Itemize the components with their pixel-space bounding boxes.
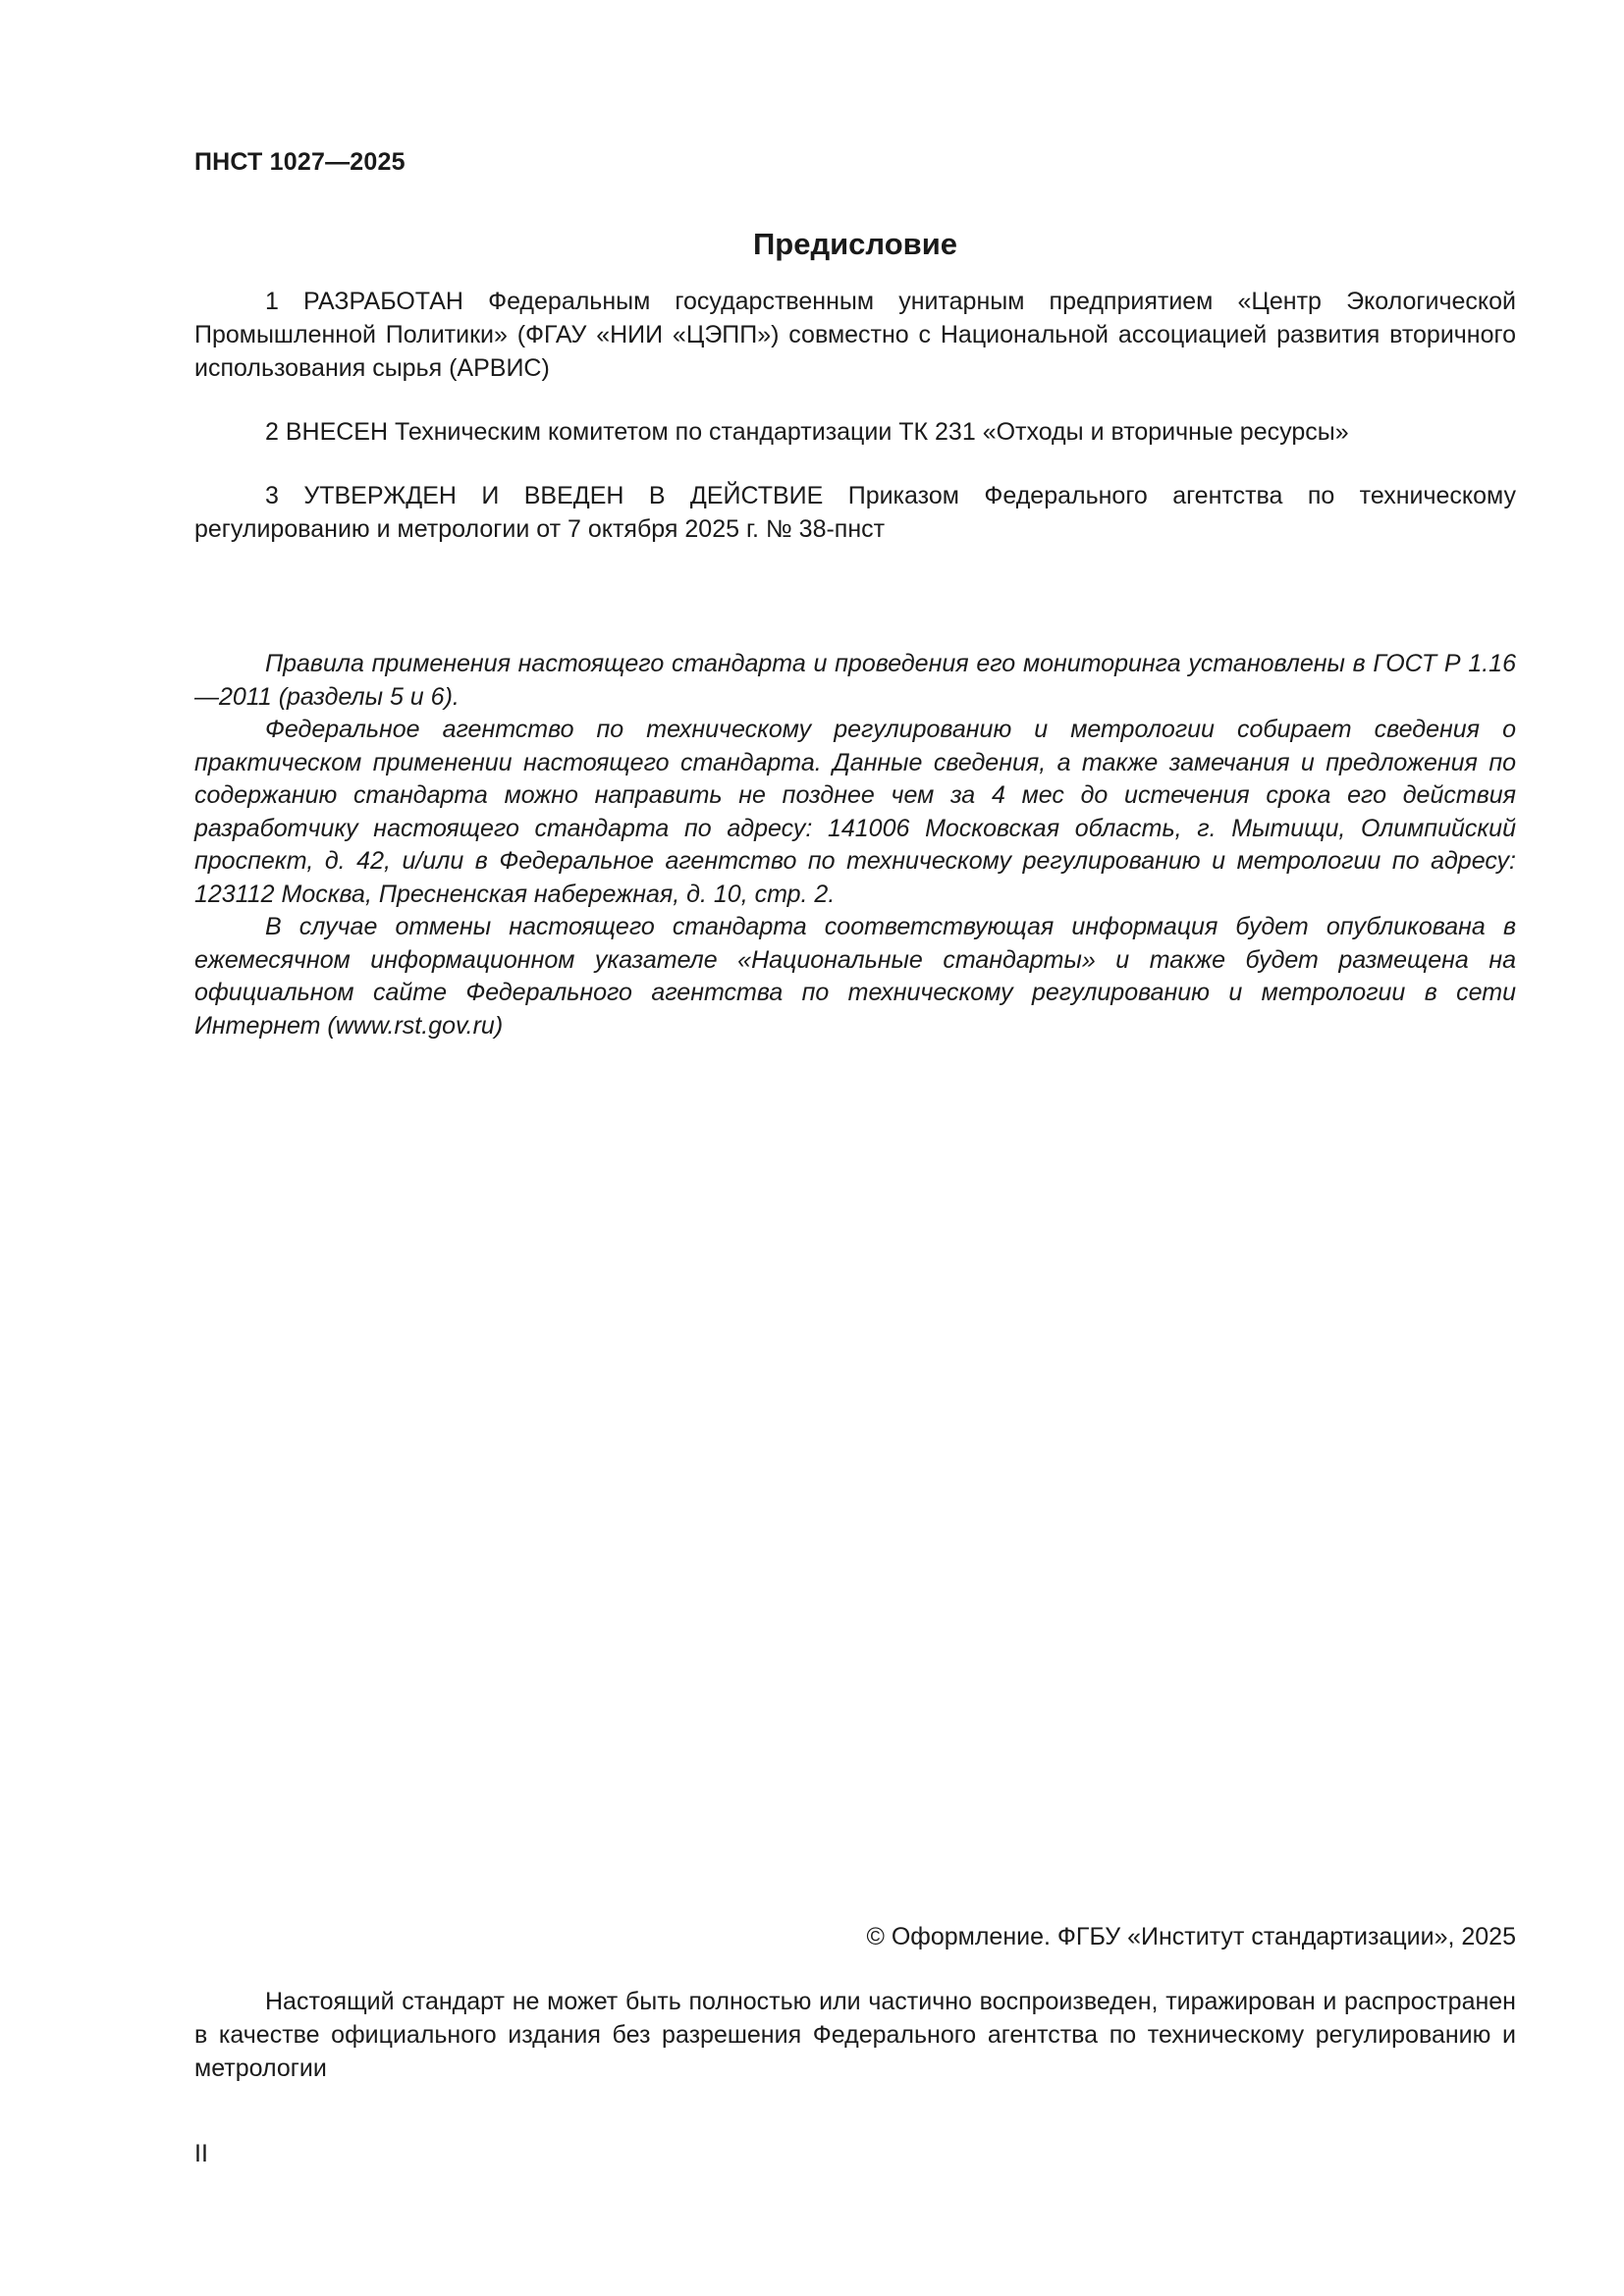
note-application-rules: Правила применения настоящего стандарта и проведения его мониторинга установлены в ГОСТ Р 1.16—2011 (разделы 5 и 6). (194, 650, 1516, 711)
standard-number: ПНСТ 1027—2025 (194, 148, 406, 176)
application-notes (194, 648, 1516, 1042)
foreword-item-developed: 1 РАЗРАБОТАН Федеральным государственным унитарным предприятием «Центр Экологической Промышленной Политики» (ФГАУ «НИИ «ЦЭПП») совместно с Национальной ассоциацией развития вторичного использования сырья (АРВИС) (194, 288, 1516, 382)
page-number: II (194, 2140, 208, 2167)
reproduction-disclaimer: Настоящий стандарт не может быть полностью или частично воспроизведен, тиражирован и распространен в качестве официального издания без разрешения Федерального агентства по техническому регулированию и метрологии (194, 1988, 1516, 2082)
foreword-section (194, 285, 1516, 576)
note-feedback-address: Федеральное агентство по техническому регулированию и метрологии собирает сведения о практическом применении настоящего стандарта. Данные сведения, а также замечания и предложения по содержанию стандарта можно направить не позднее чем за 4 мес до истечения срока его действия разработчику настоящего стандарта по адресу: 141006 Московская область, г. Мытищи, Олимпийский проспект, д. 42, и/или в Федеральное агентство по техническому регулированию и метрологии по адресу: 123112 Москва, Пресненская набережная, д. 10, стр. 2. (194, 716, 1516, 908)
foreword-item-introduced: 2 ВНЕСЕН Техническим комитетом по стандартизации ТК 231 «Отходы и вторичные ресурсы» (265, 418, 1349, 446)
foreword-title: Предисловие (752, 227, 957, 261)
note-cancellation-info: В случае отмены настоящего стандарта соответствующая информация будет опубликована в ежемесячном информационном указателе «Национальные стандарты» и также будет размещена на официальном сайте Федерального агентства по техническому регулированию и метрологии в сети Интернет (www.rst.gov.ru) (194, 913, 1516, 1040)
copyright-line: © Оформление. ФГБУ «Институт стандартизации», 2025 (866, 1923, 1516, 1950)
foreword-item-approved: 3 УТВЕРЖДЕН И ВВЕДЕН В ДЕЙСТВИЕ Приказом Федерального агентства по техническому регулированию и метрологии от 7 октября 2025 г. № 38-пнст (194, 482, 1516, 543)
